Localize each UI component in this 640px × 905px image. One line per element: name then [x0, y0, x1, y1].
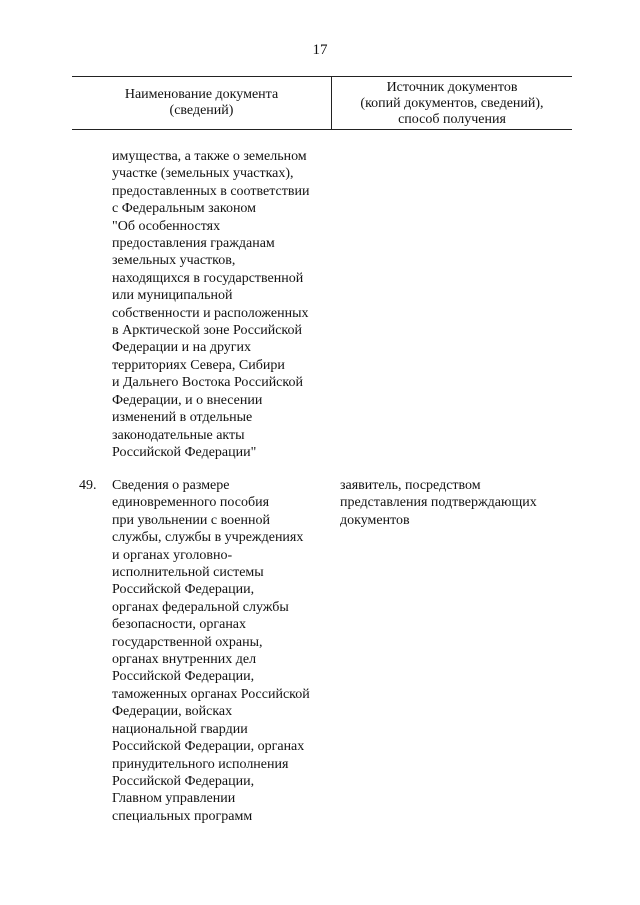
text-line: изменений в отдельные [112, 410, 253, 426]
text-line: представления подтверждающих [340, 495, 537, 511]
page-number: 17 [312, 42, 328, 58]
header-document-name [72, 87, 331, 119]
text-line: предоставления гражданам [112, 236, 275, 252]
text-line: и органах уголовно- [112, 547, 233, 563]
header-line: способ получения [398, 112, 506, 127]
text-line: предоставленных в соответствии [112, 183, 310, 199]
text-line: Федерации и на других [112, 340, 251, 356]
text-line: с Федеральным законом [112, 201, 257, 217]
row-number: 49. [79, 478, 97, 493]
text-line: Сведения о размере [112, 478, 230, 493]
text-line: государственной охраны, [112, 634, 263, 650]
header-line: (сведений) [169, 103, 234, 118]
text-line: службы, службы в учреждениях [112, 530, 304, 546]
table-header-top-rule [72, 76, 572, 77]
text-line: Российской Федерации, [112, 669, 255, 685]
text-line: Федерации, и о внесении [112, 392, 263, 408]
text-line: "Об особенностях [112, 218, 221, 234]
text-line: единовременного пособия [112, 495, 270, 511]
text-line: участке (земельных участках), [112, 166, 294, 182]
text-line: законодательные акты [112, 427, 245, 443]
text-line: специальных программ [112, 808, 253, 824]
text-line: имущества, а также о земельном [112, 149, 307, 164]
text-line: безопасности, органах [112, 617, 247, 633]
text-line: территориях Севера, Сибири [112, 357, 285, 373]
text-line: и Дальнего Востока Российской [112, 375, 303, 391]
text-line: Российской Федерации, [112, 773, 255, 789]
text-line: Федерации, войсках [112, 704, 233, 720]
header-document-source [332, 80, 572, 128]
text-line: документов [340, 512, 410, 528]
text-line: или муниципальной [112, 288, 233, 304]
text-line: Российской Федерации, органах [112, 739, 305, 755]
row-document-name-cell [112, 477, 310, 825]
text-line: таможенных органах Российской [112, 686, 310, 702]
text-line: исполнительной системы [112, 565, 264, 581]
text-line: органах федеральной службы [112, 599, 289, 615]
text-line: в Арктической зоне Российской [112, 323, 302, 339]
header-line: Источник документов [386, 80, 518, 95]
text-line: находящихся в государственной [112, 270, 304, 286]
continued-document-name-cell [112, 148, 309, 461]
text-line: национальной гвардии [112, 721, 248, 737]
text-line: собственности и расположенных [112, 305, 309, 321]
text-line: заявитель, посредством [340, 478, 481, 493]
text-line: Российской Федерации, [112, 582, 255, 598]
text-line: принудительного исполнения [112, 756, 289, 772]
row-document-source-cell [340, 477, 537, 529]
text-line: органах внутренних дел [112, 652, 257, 668]
text-line: при увольнении с военной [112, 512, 270, 528]
text-line: Главном управлении [112, 791, 236, 807]
text-line: Российской Федерации" [112, 444, 257, 460]
header-line: Наименование документа [124, 87, 279, 102]
header-line: (копий документов, сведений), [360, 96, 544, 111]
text-line: земельных участков, [112, 253, 236, 269]
table-header-bottom-rule [72, 129, 572, 130]
